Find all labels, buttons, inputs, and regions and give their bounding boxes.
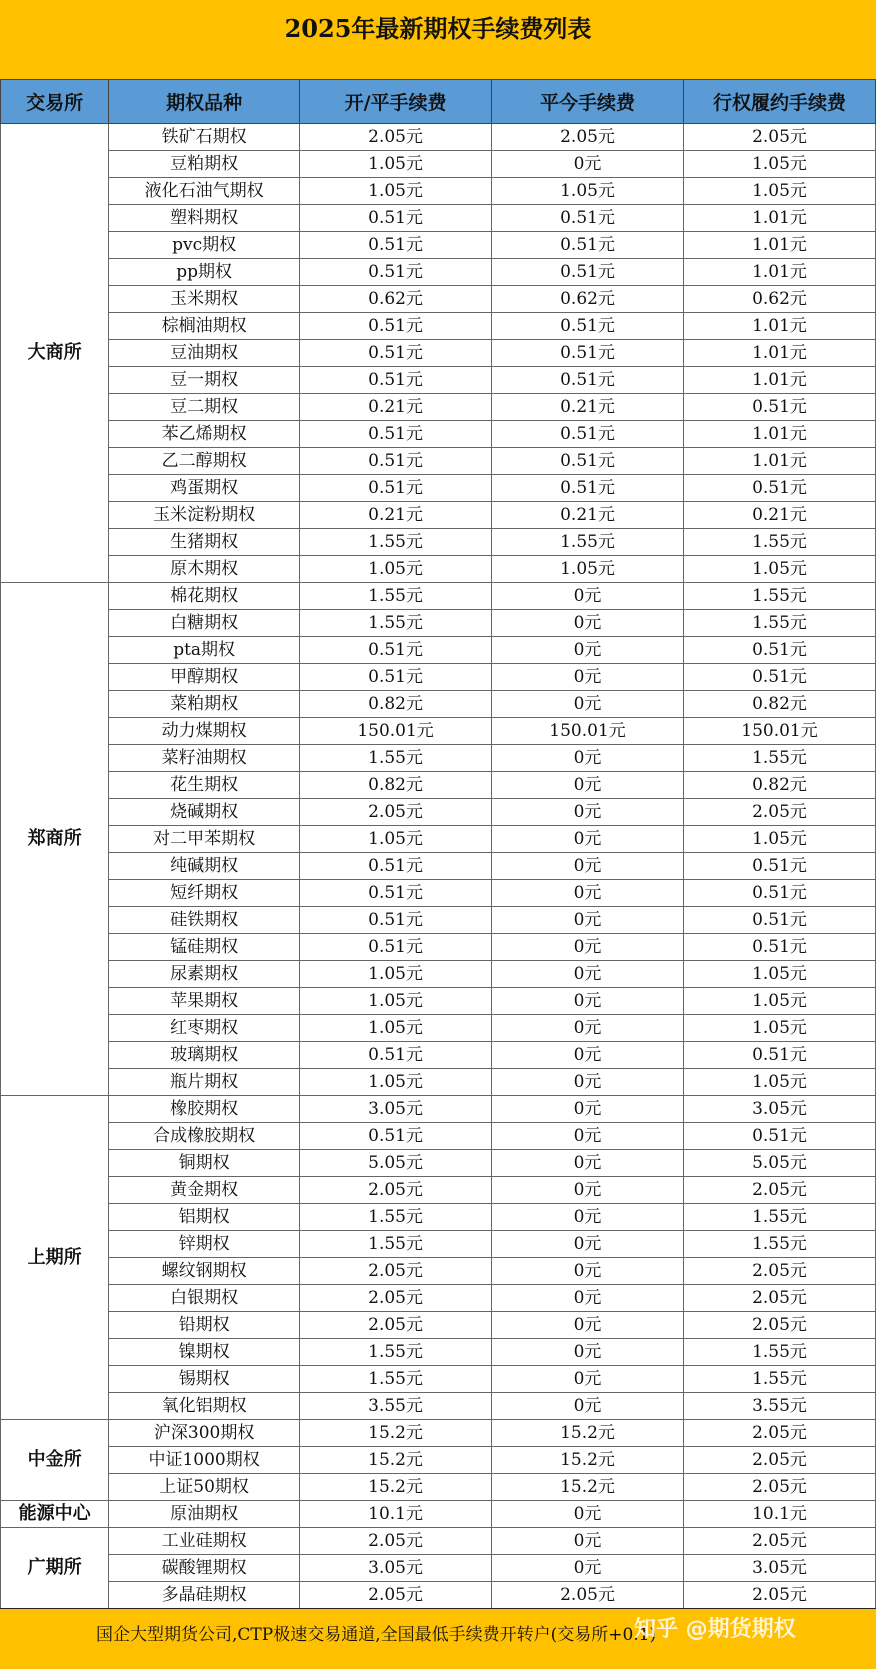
table-row	[1, 1042, 876, 1069]
close-today-fee-cell: 0元	[492, 1177, 684, 1204]
variety-cell: 豆油期权	[109, 340, 300, 367]
open-close-fee-cell: 0.51元	[300, 853, 492, 880]
variety-cell: 沪深300期权	[109, 1420, 300, 1447]
open-close-fee-cell: 3.05元	[300, 1555, 492, 1582]
exercise-fee-cell: 2.05元	[684, 1285, 876, 1312]
open-close-fee-cell: 0.51元	[300, 637, 492, 664]
close-today-fee-cell: 0元	[492, 1501, 684, 1528]
table-row	[1, 1312, 876, 1339]
open-close-fee-cell: 15.2元	[300, 1474, 492, 1501]
variety-cell: 豆粕期权	[109, 151, 300, 178]
variety-cell: 烧碱期权	[109, 799, 300, 826]
exercise-fee-cell: 1.05元	[684, 961, 876, 988]
exercise-fee-cell: 3.55元	[684, 1393, 876, 1420]
table-row	[1, 1123, 876, 1150]
table-row	[1, 610, 876, 637]
variety-cell: 棕榈油期权	[109, 313, 300, 340]
open-close-fee-cell: 0.51元	[300, 232, 492, 259]
table-row	[1, 340, 876, 367]
table-row	[1, 1393, 876, 1420]
table-row	[1, 1474, 876, 1501]
variety-cell: 氧化铝期权	[109, 1393, 300, 1420]
header-exchange: 交易所	[1, 80, 109, 124]
open-close-fee-cell: 15.2元	[300, 1447, 492, 1474]
table-row	[1, 1015, 876, 1042]
close-today-fee-cell: 0元	[492, 880, 684, 907]
variety-cell: 硅铁期权	[109, 907, 300, 934]
exercise-fee-cell: 2.05元	[684, 1447, 876, 1474]
exercise-fee-cell: 1.01元	[684, 421, 876, 448]
table-row	[1, 826, 876, 853]
exercise-fee-cell: 1.05元	[684, 178, 876, 205]
close-today-fee-cell: 0元	[492, 691, 684, 718]
variety-cell: 橡胶期权	[109, 1096, 300, 1123]
variety-cell: 动力煤期权	[109, 718, 300, 745]
open-close-fee-cell: 2.05元	[300, 1285, 492, 1312]
close-today-fee-cell: 0.51元	[492, 232, 684, 259]
table-row	[1, 1420, 876, 1447]
close-today-fee-cell: 1.05元	[492, 556, 684, 583]
table-row	[1, 1555, 876, 1582]
exercise-fee-cell: 1.55元	[684, 1366, 876, 1393]
close-today-fee-cell: 15.2元	[492, 1447, 684, 1474]
table-row	[1, 1069, 876, 1096]
variety-cell: 纯碱期权	[109, 853, 300, 880]
header-variety: 期权品种	[109, 80, 300, 124]
variety-cell: 甲醇期权	[109, 664, 300, 691]
exercise-fee-cell: 1.05元	[684, 1069, 876, 1096]
open-close-fee-cell: 2.05元	[300, 1258, 492, 1285]
variety-cell: 塑料期权	[109, 205, 300, 232]
close-today-fee-cell: 0元	[492, 826, 684, 853]
table-row	[1, 556, 876, 583]
table-row	[1, 1339, 876, 1366]
close-today-fee-cell: 0元	[492, 1150, 684, 1177]
exercise-fee-cell: 0.51元	[684, 1042, 876, 1069]
exercise-fee-cell: 0.51元	[684, 853, 876, 880]
exercise-fee-cell: 1.55元	[684, 610, 876, 637]
open-close-fee-cell: 0.51元	[300, 664, 492, 691]
open-close-fee-cell: 0.51元	[300, 475, 492, 502]
close-today-fee-cell: 0元	[492, 1393, 684, 1420]
exercise-fee-cell: 1.05元	[684, 988, 876, 1015]
exercise-fee-cell: 2.05元	[684, 799, 876, 826]
exercise-fee-cell: 1.55元	[684, 583, 876, 610]
variety-cell: 豆二期权	[109, 394, 300, 421]
exercise-fee-cell: 1.01元	[684, 448, 876, 475]
open-close-fee-cell: 15.2元	[300, 1420, 492, 1447]
table-row	[1, 718, 876, 745]
table-row	[1, 529, 876, 556]
variety-cell: 锰硅期权	[109, 934, 300, 961]
open-close-fee-cell: 10.1元	[300, 1501, 492, 1528]
fee-table	[0, 79, 876, 1609]
open-close-fee-cell: 1.05元	[300, 151, 492, 178]
open-close-fee-cell: 1.05元	[300, 1069, 492, 1096]
variety-cell: 原木期权	[109, 556, 300, 583]
close-today-fee-cell: 1.05元	[492, 178, 684, 205]
table-row	[1, 1285, 876, 1312]
close-today-fee-cell: 0元	[492, 664, 684, 691]
variety-cell: 原油期权	[109, 1501, 300, 1528]
exercise-fee-cell: 1.55元	[684, 1204, 876, 1231]
open-close-fee-cell: 0.51元	[300, 1042, 492, 1069]
exercise-fee-cell: 1.55元	[684, 1231, 876, 1258]
table-row	[1, 232, 876, 259]
table-row	[1, 1528, 876, 1555]
exercise-fee-cell: 2.05元	[684, 1312, 876, 1339]
table-row	[1, 934, 876, 961]
close-today-fee-cell: 0.51元	[492, 259, 684, 286]
table-row	[1, 1501, 876, 1528]
variety-cell: 苹果期权	[109, 988, 300, 1015]
table-row	[1, 475, 876, 502]
header-open-close-fee: 开/平手续费	[300, 80, 492, 124]
close-today-fee-cell: 0.51元	[492, 448, 684, 475]
close-today-fee-cell: 0.51元	[492, 475, 684, 502]
variety-cell: 菜粕期权	[109, 691, 300, 718]
close-today-fee-cell: 150.01元	[492, 718, 684, 745]
exercise-fee-cell: 0.51元	[684, 1123, 876, 1150]
exercise-fee-cell: 1.05元	[684, 151, 876, 178]
close-today-fee-cell: 0元	[492, 1366, 684, 1393]
open-close-fee-cell: 0.51元	[300, 1123, 492, 1150]
variety-cell: 乙二醇期权	[109, 448, 300, 475]
close-today-fee-cell: 0.51元	[492, 340, 684, 367]
close-today-fee-cell: 0元	[492, 961, 684, 988]
open-close-fee-cell: 0.51元	[300, 934, 492, 961]
close-today-fee-cell: 0元	[492, 1555, 684, 1582]
close-today-fee-cell: 2.05元	[492, 1582, 684, 1609]
close-today-fee-cell: 0元	[492, 1339, 684, 1366]
variety-cell: pp期权	[109, 259, 300, 286]
open-close-fee-cell: 1.55元	[300, 745, 492, 772]
open-close-fee-cell: 1.05元	[300, 178, 492, 205]
variety-cell: 上证50期权	[109, 1474, 300, 1501]
exercise-fee-cell: 0.51元	[684, 475, 876, 502]
open-close-fee-cell: 1.55元	[300, 1339, 492, 1366]
table-row	[1, 151, 876, 178]
open-close-fee-cell: 5.05元	[300, 1150, 492, 1177]
close-today-fee-cell: 0元	[492, 1528, 684, 1555]
header-close-today-fee: 平今手续费	[492, 80, 684, 124]
close-today-fee-cell: 0元	[492, 1231, 684, 1258]
close-today-fee-cell: 0.21元	[492, 394, 684, 421]
close-today-fee-cell: 0元	[492, 637, 684, 664]
variety-cell: 白银期权	[109, 1285, 300, 1312]
variety-cell: 工业硅期权	[109, 1528, 300, 1555]
close-today-fee-cell: 0.62元	[492, 286, 684, 313]
variety-cell: 短纤期权	[109, 880, 300, 907]
exercise-fee-cell: 1.05元	[684, 826, 876, 853]
variety-cell: 瓶片期权	[109, 1069, 300, 1096]
table-row	[1, 313, 876, 340]
open-close-fee-cell: 1.55元	[300, 1366, 492, 1393]
variety-cell: pta期权	[109, 637, 300, 664]
exercise-fee-cell: 0.51元	[684, 394, 876, 421]
table-row	[1, 367, 876, 394]
exercise-fee-cell: 1.55元	[684, 745, 876, 772]
close-today-fee-cell: 0元	[492, 151, 684, 178]
open-close-fee-cell: 2.05元	[300, 124, 492, 151]
variety-cell: 花生期权	[109, 772, 300, 799]
close-today-fee-cell: 0元	[492, 907, 684, 934]
open-close-fee-cell: 1.05元	[300, 826, 492, 853]
open-close-fee-cell: 2.05元	[300, 1177, 492, 1204]
variety-cell: 对二甲苯期权	[109, 826, 300, 853]
close-today-fee-cell: 0元	[492, 610, 684, 637]
variety-cell: 镍期权	[109, 1339, 300, 1366]
variety-cell: pvc期权	[109, 232, 300, 259]
close-today-fee-cell: 1.55元	[492, 529, 684, 556]
exercise-fee-cell: 2.05元	[684, 124, 876, 151]
close-today-fee-cell: 0元	[492, 853, 684, 880]
table-body	[1, 124, 876, 1609]
close-today-fee-cell: 15.2元	[492, 1420, 684, 1447]
variety-cell: 白糖期权	[109, 610, 300, 637]
footer-text: 国企大型期货公司,CTP极速交易通道,全国最低手续费开转户(交易所+0.1)	[96, 1625, 657, 1645]
variety-cell: 锡期权	[109, 1366, 300, 1393]
close-today-fee-cell: 15.2元	[492, 1474, 684, 1501]
table-row	[1, 799, 876, 826]
table-row	[1, 394, 876, 421]
page-title: 2025年最新期权手续费列表	[284, 14, 592, 43]
exchange-cell: 郑商所	[1, 583, 109, 1096]
table-row	[1, 1447, 876, 1474]
open-close-fee-cell: 1.55元	[300, 1231, 492, 1258]
table-row	[1, 1150, 876, 1177]
table-row	[1, 1582, 876, 1609]
table-row	[1, 421, 876, 448]
open-close-fee-cell: 1.55元	[300, 583, 492, 610]
open-close-fee-cell: 0.51元	[300, 340, 492, 367]
open-close-fee-cell: 0.51元	[300, 907, 492, 934]
open-close-fee-cell: 3.55元	[300, 1393, 492, 1420]
close-today-fee-cell: 0.21元	[492, 502, 684, 529]
header-exercise-fee: 行权履约手续费	[684, 80, 876, 124]
close-today-fee-cell: 0.51元	[492, 367, 684, 394]
table-row	[1, 1204, 876, 1231]
table-row	[1, 205, 876, 232]
open-close-fee-cell: 0.51元	[300, 448, 492, 475]
exercise-fee-cell: 0.82元	[684, 772, 876, 799]
variety-cell: 苯乙烯期权	[109, 421, 300, 448]
open-close-fee-cell: 0.51元	[300, 421, 492, 448]
table-row	[1, 178, 876, 205]
close-today-fee-cell: 0元	[492, 1258, 684, 1285]
open-close-fee-cell: 0.21元	[300, 394, 492, 421]
close-today-fee-cell: 0元	[492, 745, 684, 772]
table-row	[1, 988, 876, 1015]
exercise-fee-cell: 1.05元	[684, 556, 876, 583]
close-today-fee-cell: 0元	[492, 1069, 684, 1096]
header-row	[1, 80, 876, 124]
exercise-fee-cell: 0.51元	[684, 664, 876, 691]
open-close-fee-cell: 1.55元	[300, 1204, 492, 1231]
open-close-fee-cell: 0.51元	[300, 880, 492, 907]
exercise-fee-cell: 2.05元	[684, 1420, 876, 1447]
table-row	[1, 664, 876, 691]
variety-cell: 尿素期权	[109, 961, 300, 988]
exercise-fee-cell: 0.51元	[684, 880, 876, 907]
variety-cell: 鸡蛋期权	[109, 475, 300, 502]
close-today-fee-cell: 0元	[492, 934, 684, 961]
close-today-fee-cell: 0元	[492, 772, 684, 799]
exercise-fee-cell: 2.05元	[684, 1582, 876, 1609]
variety-cell: 多晶硅期权	[109, 1582, 300, 1609]
open-close-fee-cell: 0.51元	[300, 205, 492, 232]
table-row	[1, 907, 876, 934]
open-close-fee-cell: 1.05元	[300, 1015, 492, 1042]
open-close-fee-cell: 1.55元	[300, 529, 492, 556]
open-close-fee-cell: 0.62元	[300, 286, 492, 313]
open-close-fee-cell: 0.51元	[300, 367, 492, 394]
exercise-fee-cell: 1.01元	[684, 367, 876, 394]
exercise-fee-cell: 150.01元	[684, 718, 876, 745]
variety-cell: 碳酸锂期权	[109, 1555, 300, 1582]
open-close-fee-cell: 2.05元	[300, 1528, 492, 1555]
exercise-fee-cell: 0.51元	[684, 934, 876, 961]
exercise-fee-cell: 3.05元	[684, 1096, 876, 1123]
close-today-fee-cell: 0元	[492, 799, 684, 826]
exercise-fee-cell: 2.05元	[684, 1474, 876, 1501]
open-close-fee-cell: 0.82元	[300, 691, 492, 718]
variety-cell: 红枣期权	[109, 1015, 300, 1042]
exercise-fee-cell: 1.01元	[684, 340, 876, 367]
table-row	[1, 502, 876, 529]
exercise-fee-cell: 2.05元	[684, 1528, 876, 1555]
open-close-fee-cell: 1.05元	[300, 988, 492, 1015]
open-close-fee-cell: 150.01元	[300, 718, 492, 745]
variety-cell: 生猪期权	[109, 529, 300, 556]
exchange-cell: 大商所	[1, 124, 109, 583]
table-row	[1, 961, 876, 988]
close-today-fee-cell: 0.51元	[492, 205, 684, 232]
table-row	[1, 1258, 876, 1285]
table-row	[1, 1096, 876, 1123]
exercise-fee-cell: 0.51元	[684, 637, 876, 664]
exercise-fee-cell: 1.01元	[684, 259, 876, 286]
close-today-fee-cell: 0元	[492, 1015, 684, 1042]
watermark: 知乎 @期货期权	[634, 1617, 796, 1642]
table-row	[1, 853, 876, 880]
exercise-fee-cell: 1.01元	[684, 205, 876, 232]
exercise-fee-cell: 2.05元	[684, 1258, 876, 1285]
variety-cell: 铁矿石期权	[109, 124, 300, 151]
exercise-fee-cell: 10.1元	[684, 1501, 876, 1528]
open-close-fee-cell: 0.82元	[300, 772, 492, 799]
exercise-fee-cell: 0.21元	[684, 502, 876, 529]
open-close-fee-cell: 0.51元	[300, 313, 492, 340]
close-today-fee-cell: 0元	[492, 1285, 684, 1312]
exercise-fee-cell: 0.51元	[684, 907, 876, 934]
close-today-fee-cell: 0元	[492, 583, 684, 610]
open-close-fee-cell: 2.05元	[300, 799, 492, 826]
variety-cell: 黄金期权	[109, 1177, 300, 1204]
exercise-fee-cell: 2.05元	[684, 1177, 876, 1204]
exchange-cell: 广期所	[1, 1528, 109, 1609]
close-today-fee-cell: 0元	[492, 1096, 684, 1123]
variety-cell: 铝期权	[109, 1204, 300, 1231]
exercise-fee-cell: 5.05元	[684, 1150, 876, 1177]
open-close-fee-cell: 1.05元	[300, 556, 492, 583]
close-today-fee-cell: 0元	[492, 1042, 684, 1069]
table-row	[1, 448, 876, 475]
exercise-fee-cell: 1.01元	[684, 313, 876, 340]
exchange-cell: 上期所	[1, 1096, 109, 1420]
variety-cell: 菜籽油期权	[109, 745, 300, 772]
close-today-fee-cell: 0.51元	[492, 421, 684, 448]
table-row	[1, 583, 876, 610]
table-row	[1, 286, 876, 313]
table-row	[1, 880, 876, 907]
open-close-fee-cell: 0.21元	[300, 502, 492, 529]
exercise-fee-cell: 0.62元	[684, 286, 876, 313]
table-row	[1, 691, 876, 718]
open-close-fee-cell: 1.55元	[300, 610, 492, 637]
open-close-fee-cell: 2.05元	[300, 1582, 492, 1609]
open-close-fee-cell: 0.51元	[300, 259, 492, 286]
table-row	[1, 259, 876, 286]
exchange-cell: 中金所	[1, 1420, 109, 1501]
close-today-fee-cell: 0.51元	[492, 313, 684, 340]
variety-cell: 螺纹钢期权	[109, 1258, 300, 1285]
table-row	[1, 1366, 876, 1393]
variety-cell: 玉米期权	[109, 286, 300, 313]
table-row	[1, 1231, 876, 1258]
variety-cell: 液化石油气期权	[109, 178, 300, 205]
exercise-fee-cell: 0.82元	[684, 691, 876, 718]
open-close-fee-cell: 3.05元	[300, 1096, 492, 1123]
variety-cell: 棉花期权	[109, 583, 300, 610]
table-row	[1, 637, 876, 664]
table-row	[1, 772, 876, 799]
exchange-cell: 能源中心	[1, 1501, 109, 1528]
close-today-fee-cell: 0元	[492, 1312, 684, 1339]
table-row	[1, 1177, 876, 1204]
variety-cell: 玻璃期权	[109, 1042, 300, 1069]
variety-cell: 豆一期权	[109, 367, 300, 394]
exercise-fee-cell: 1.55元	[684, 1339, 876, 1366]
exercise-fee-cell: 1.05元	[684, 1015, 876, 1042]
open-close-fee-cell: 1.05元	[300, 961, 492, 988]
exercise-fee-cell: 3.05元	[684, 1555, 876, 1582]
close-today-fee-cell: 0元	[492, 988, 684, 1015]
variety-cell: 锌期权	[109, 1231, 300, 1258]
table-row	[1, 745, 876, 772]
variety-cell: 中证1000期权	[109, 1447, 300, 1474]
title-bar	[0, 0, 876, 80]
close-today-fee-cell: 2.05元	[492, 124, 684, 151]
exercise-fee-cell: 1.01元	[684, 232, 876, 259]
open-close-fee-cell: 2.05元	[300, 1312, 492, 1339]
variety-cell: 铅期权	[109, 1312, 300, 1339]
variety-cell: 铜期权	[109, 1150, 300, 1177]
variety-cell: 合成橡胶期权	[109, 1123, 300, 1150]
table-row	[1, 124, 876, 151]
exercise-fee-cell: 1.55元	[684, 529, 876, 556]
variety-cell: 玉米淀粉期权	[109, 502, 300, 529]
close-today-fee-cell: 0元	[492, 1204, 684, 1231]
close-today-fee-cell: 0元	[492, 1123, 684, 1150]
